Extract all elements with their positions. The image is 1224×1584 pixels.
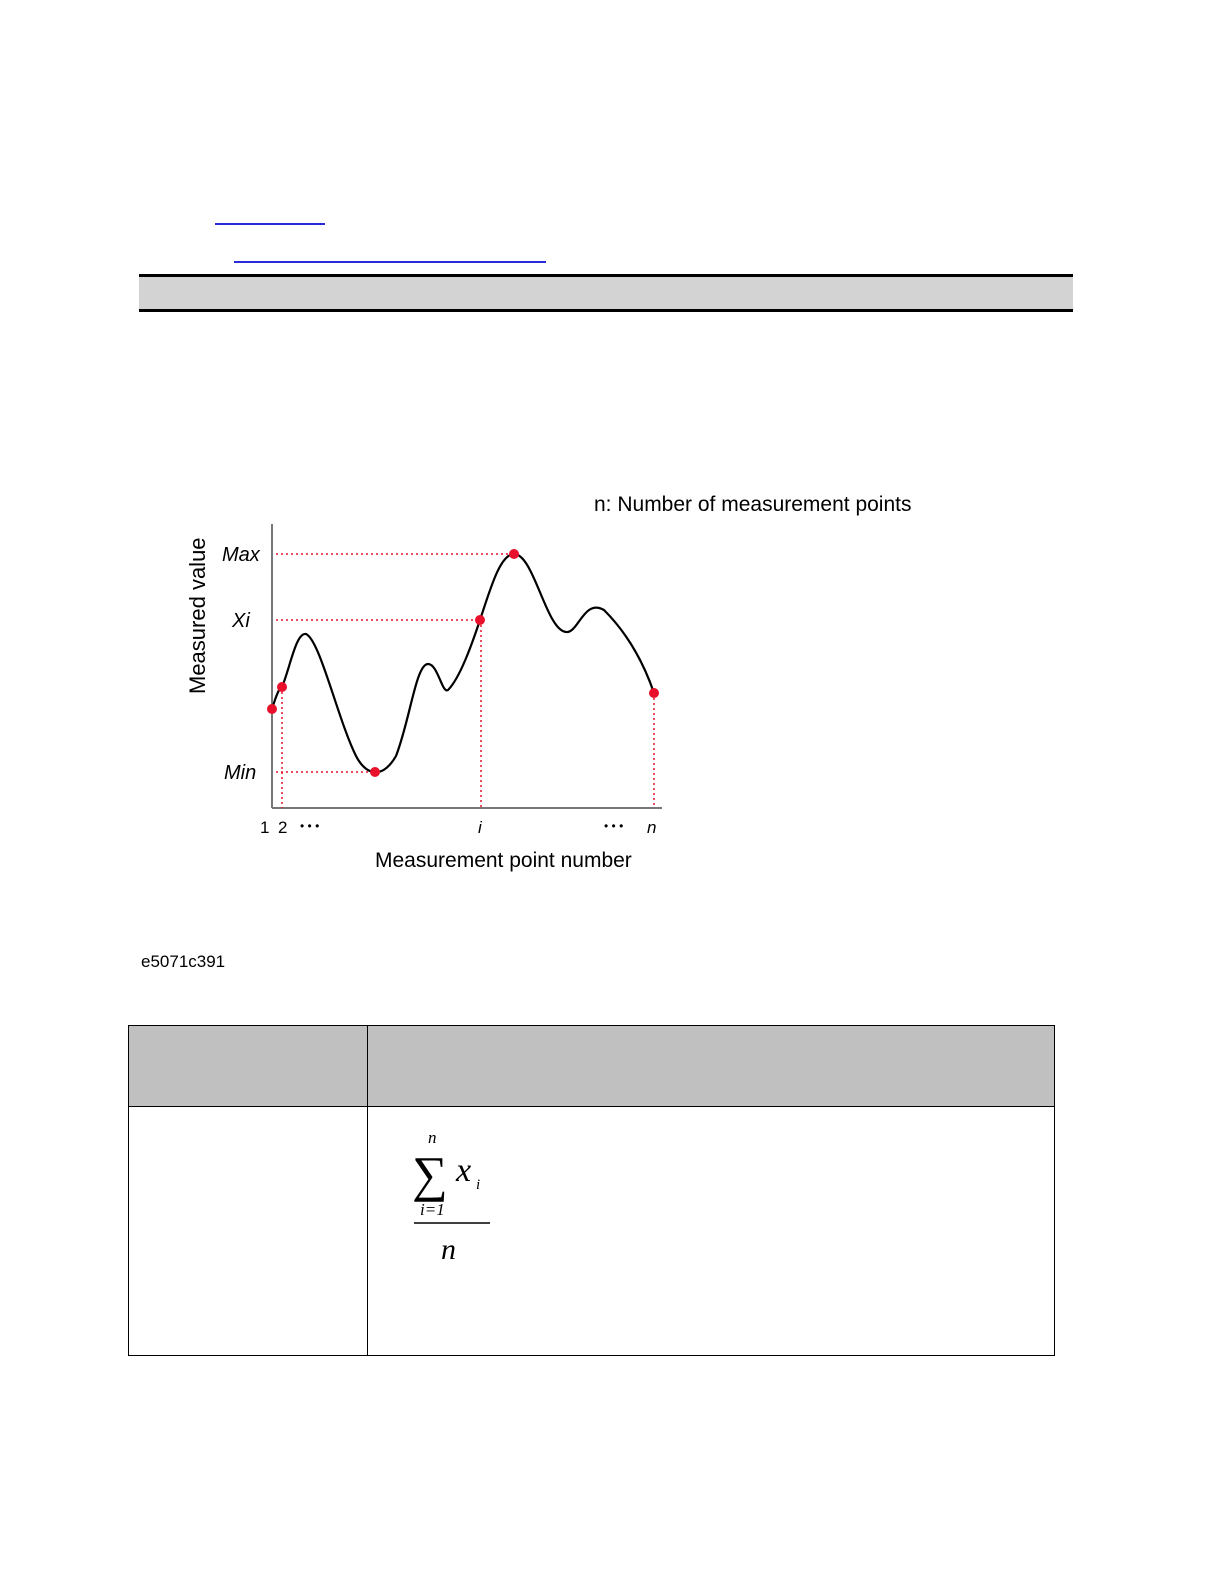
table-cell-formula — [368, 1107, 1055, 1356]
marker-xi — [475, 615, 485, 625]
table-row — [129, 1107, 1055, 1356]
x-label-1: 1 — [260, 818, 270, 837]
x-label-i: i — [478, 818, 482, 837]
table-header-row — [129, 1026, 1055, 1107]
marker-point-n — [649, 688, 659, 698]
link-1[interactable] — [215, 223, 325, 225]
y-label-max: Max — [222, 544, 260, 566]
formula-term-sub: i — [476, 1177, 481, 1193]
marker-max — [509, 549, 519, 559]
y-label-min: Min — [224, 762, 257, 784]
statistics-diagram — [180, 480, 980, 890]
formula-sum-lower: i=1 — [420, 1200, 445, 1219]
formula-sum-upper: n — [428, 1128, 437, 1147]
formula-term: x — [456, 1152, 472, 1189]
marker-min — [370, 767, 380, 777]
legend-note: n: Number of measurement points — [594, 493, 912, 516]
y-axis-title: Measured value — [185, 537, 210, 694]
section-title-bar — [139, 274, 1073, 312]
x-axis-title: Measurement point number — [375, 849, 632, 872]
statistics-figure — [180, 480, 980, 890]
x-label-2: 2 — [278, 818, 288, 837]
formula-sum-symbol: ∑ — [412, 1146, 448, 1202]
figure-id: e5071c391 — [141, 952, 226, 971]
x-label-dots-right: • • • — [604, 819, 624, 833]
statistics-table — [128, 1025, 1055, 1356]
table-cell-left — [129, 1107, 368, 1356]
mean-formula — [368, 1107, 528, 1277]
link-2[interactable] — [234, 261, 546, 263]
table-header-cell-2 — [368, 1026, 1055, 1107]
marker-point-1 — [267, 704, 277, 714]
marker-point-2 — [277, 682, 287, 692]
table-header-cell-1 — [129, 1026, 368, 1107]
y-label-xi: Xi — [232, 610, 250, 632]
formula-denominator: n — [441, 1233, 456, 1266]
x-label-n: n — [647, 818, 657, 837]
measurement-curve — [272, 554, 654, 772]
guide-lines — [276, 554, 654, 808]
x-label-dots-left: • • • — [300, 819, 320, 833]
